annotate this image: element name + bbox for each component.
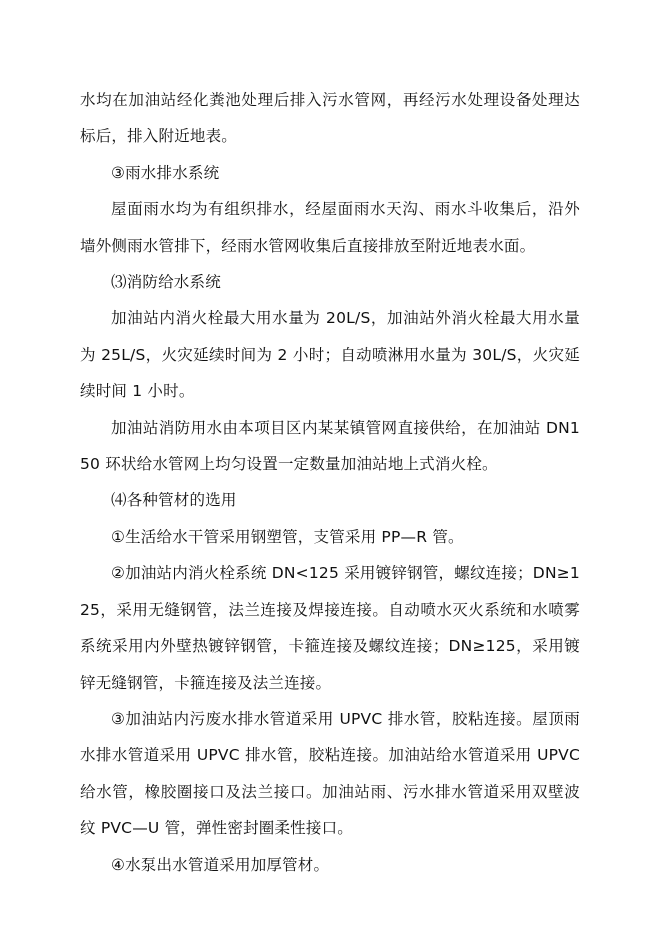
document-body (80, 82, 580, 883)
heading-rainwater-drainage: ③雨水排水系统 (111, 163, 220, 182)
paragraph-fire-water-source: 加油站消防用水由本项目区内某某镇管网直接供给，在加油站 DN150 环状给水管网上均匀设置一定数量加油站地上式消火栓。 (80, 418, 580, 474)
heading-fire-water-supply: ⑶消防给水系统 (111, 273, 221, 292)
paragraph-domestic-water-pipe: ①生活给水干管采用钢塑管，支管采用 PP—R 管。 (111, 527, 464, 546)
paragraph-fire-hydrant-flow: 加油站内消火栓最大用水量为 20L/S，加油站外消火栓最大用水量为 25L/S，火灾延续时间为 2 小时；自动喷淋用水量为 30L/S，火灾延续时间 1 小时。 (80, 309, 580, 401)
paragraph-wastewater-continued: 水均在加油站经化粪池处理后排入污水管网，再经污水处理设备处理达标后，排入附近地表。 (80, 91, 580, 146)
paragraph-rainwater-drainage: 屋面雨水均为有组织排水，经屋面雨水天沟、雨水斗收集后，沿外墙外侧雨水管排下，经雨水管网收集后直接排放至附近地表水面。 (80, 200, 580, 255)
paragraph-pump-outlet-pipe: ④水泵出水管道采用加厚管材。 (111, 855, 330, 874)
heading-pipe-materials: ⑷各种管材的选用 (111, 491, 237, 510)
paragraph-drainage-pipe: ③加油站内污废水排水管道采用 UPVC 排水管，胶粘连接。屋顶雨水排水管道采用 UPVC 排水管，胶粘连接。加油站给水管道采用 UPVC 给水管，橡胶圈接口及法兰接口。加油站雨、污水排水管道采用双壁波纹 PVC—U 管，弹性密封圈柔性接口。 (80, 709, 580, 838)
paragraph-fire-hydrant-pipe: ②加油站内消火栓系统 DN<125 采用镀锌钢管，螺纹连接；DN≥125，采用无缝钢管，法兰连接及焊接连接。自动喷水灭火系统和水喷雾系统采用内外壁热镀锌钢管，卡箍连接及螺纹连接；DN≥125，采用镀锌无缝钢管，卡箍连接及法兰连接。 (80, 564, 580, 692)
